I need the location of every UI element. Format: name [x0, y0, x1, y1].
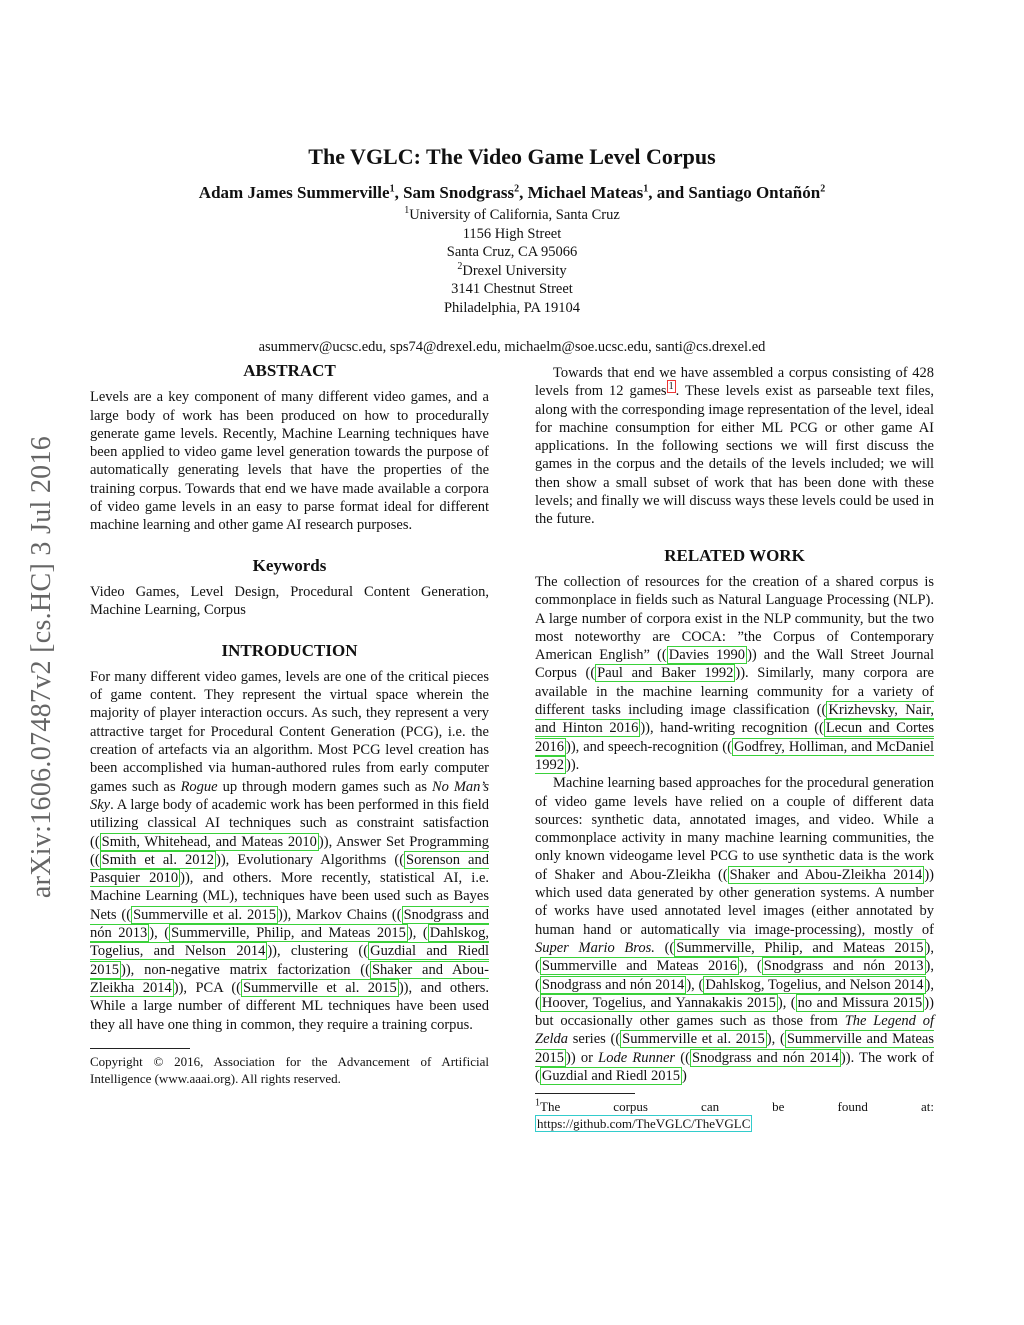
- copyright-notice: Copyright © 2016, Association for the Advancement of Artificial Intelligence (www.aaai.org). All rights reserved.: [90, 1053, 489, 1086]
- citation-link[interactable]: Summerville et al. 2015: [243, 979, 397, 996]
- citation-link[interactable]: Summerville et al. 2015: [133, 906, 276, 923]
- author-emails: asummerv@ucsc.edu, sps74@drexel.edu, michaelm@soe.ucsc.edu, santi@cs.drexel.ed: [258, 339, 766, 355]
- introduction-heading: INTRODUCTION: [221, 640, 358, 660]
- citation-link[interactable]: Smith, Whitehead, and Mateas 2010: [101, 833, 317, 850]
- citation-link[interactable]: Snodgrass and nón 2013: [90, 906, 489, 942]
- citation-link[interactable]: Sorenson and Pasquier 2010: [90, 851, 489, 887]
- citation-link[interactable]: Guzdial and Riedl 2015: [541, 1067, 680, 1084]
- arxiv-identifier: arXiv:1606.07487v2 [cs.HC] 3 Jul 2016: [26, 435, 57, 899]
- keywords-text: Video Games, Level Design, Procedural Content Generation, Machine Learning, Corpus: [90, 583, 489, 619]
- footnote-rule: [535, 1093, 635, 1094]
- citation-link[interactable]: Shaker and Abou-Zleikha 2014: [729, 866, 923, 883]
- footnote-line: $^1$The corpus can be found at:: [535, 1097, 934, 1115]
- citation-link[interactable]: Shaker and Abou-Zleikha 2014: [90, 961, 490, 996]
- affiliation-line: Philadelphia, PA 19104: [443, 299, 580, 316]
- footnote-rule: [90, 1048, 190, 1049]
- citation-link[interactable]: Summerville and Mateas 2015: [535, 1031, 934, 1066]
- abstract-text: Levels are a key component of many different video games, and a large body of work has been produced on how to procedurally generate game levels. Recently, Machine Learning techniques have been applied to video game level generation towards the purpose of automatically generating levels that have the properties of the training corpus. Towards that end we have made available a corpora of video game levels in an easy to parse format ideal for different machine learning and other game AI research purposes.: [90, 389, 489, 534]
- affiliation-line: 3141 Chestnut Street: [451, 281, 573, 297]
- affiliation-line: Santa Cruz, CA 95066: [446, 244, 578, 260]
- left-column: [90, 362, 489, 1087]
- citation-link[interactable]: Dahlskog, Togelius, and Nelson 2014: [705, 976, 924, 993]
- right-column: [535, 364, 934, 1132]
- footnote-1: [535, 1098, 934, 1132]
- related-work-heading: RELATED WORK: [664, 545, 805, 565]
- citation-link[interactable]: Summerville, Philip, and Mateas 2015: [171, 925, 406, 942]
- keywords-heading: Keywords: [252, 555, 327, 575]
- related-work-paragraph-1: The collection of resources for the creation of a shared corpus is commonplace in fields such as Natural Language Processing (NLP). A large number of corpora exist in the NLP community, but the two most noteworthy are COCA: ”the Corpus of Contemporary American English” (( Davies 1990 )) and the Wall Street Journal Corpus (( Paul and Baker 1992 )). Similarly, many corpora are available in the machine learning community for a variety of different tasks including image classification (( Krizhevsky, Nair, and Hinton 2016 )), hand-writing recognition (( Lecun and Cortes 2016 )), and speech-recognition (( Godfrey, Holliman, and McDaniel 1992 )).: [535, 573, 934, 773]
- citation-link[interactable]: Smith et al. 2012: [101, 851, 214, 868]
- citation-link[interactable]: Paul and Baker 1992: [597, 665, 734, 682]
- citation-link[interactable]: Krizhevsky, Nair, and Hinton 2016: [535, 702, 934, 737]
- citation-link[interactable]: Snodgrass and nón 2014: [541, 976, 685, 993]
- author-name: Sam Snodgrass: [403, 183, 515, 202]
- affiliation-drexel: $^2$Drexel University: [457, 260, 567, 279]
- citation-link[interactable]: Summerville and Mateas 2016: [541, 958, 737, 975]
- corpus-url-link[interactable]: https://github.com/TheVGLC/TheVGLC: [537, 1116, 751, 1132]
- paper-title: The VGLC: The Video Game Level Corpus: [308, 144, 716, 169]
- citation-link[interactable]: Godfrey, Holliman, and McDaniel 1992: [535, 738, 934, 773]
- introduction-text: For many different video games, levels are one of the critical pieces of game content. They represent the virtual space wherein the majority of player interaction occurs. As such, they represent a very attractive target for Procedural Content Generation (PCG), i.e. the creation of artefacts via an algorithm. Most PCG level creation has been accomplished via human-authored rules from early computer games such as Rogue up through modern games such as No Man’s Sky. A large body of academic work has been performed in this field utilizing classical AI techniques such as constraint satisfaction (( Smith, Whitehead, and Mateas 2010 )), Answer Set Programming (( Smith et al. 2012 )), Evolutionary Algorithms (( Sorenson and Pasquier 2010 )), and others. More recently, statistical AI, i.e. Machine Learning (ML), techniques have been used such as Bayes Nets (( Summerville et al. 2015 )), Markov Chains (( Snodgrass and nón 2013 ), ( Summerville, Philip, and Mateas 2015 ), ( Dahlskog, Togelius, and Nelson 2014 )), clustering (( Guzdial and Riedl 2015 )), non-negative matrix factorization (( Shaker and Abou-Zleikha 2014 )), PCA (( Summerville et al. 2015 )), and others. While a large number of different ML techniques have been used they all have one thing in common, they require a training corpus.: [90, 668, 490, 1033]
- citation-link[interactable]: Snodgrass and nón 2014: [691, 1049, 839, 1066]
- citation-link[interactable]: Summerville et al. 2015: [622, 1031, 765, 1048]
- citation-link[interactable]: Snodgrass and nón 2013: [763, 958, 924, 975]
- author-name: Michael Mateas: [527, 183, 644, 202]
- citation-link[interactable]: Dahlskog, Togelius, and Nelson 2014: [90, 925, 489, 960]
- citation-link[interactable]: Davies 1990: [668, 647, 746, 664]
- affiliation-ucsc: $^1$University of California, Santa Cruz: [404, 205, 620, 223]
- affiliations: [0, 206, 1024, 317]
- citation-link[interactable]: Guzdial and Riedl 2015: [90, 943, 489, 978]
- citation-link[interactable]: Summerville, Philip, and Mateas 2015: [676, 939, 924, 956]
- footnote-marker[interactable]: 1: [668, 381, 674, 393]
- related-work-paragraph-2: Machine learning based approaches for the procedural generation of video game levels have relied on a couple of different data sources: synthetic data, annotated images, and video. While a commonplace activity in many machine learning communities, the only known videogame level PCG to use synthetic data is the work of Shaker and Abou-Zleikha (( Shaker and Abou-Zleikha 2014 )) which used data generated by other generation systems. A number of works have used annotated level images (either annotated by human hand or automatically via image-processing), mostly of Super Mario Bros. (( Summerville, Philip, and Mateas 2015 ), ( Summerville and Mateas 2016 ), ( Snodgrass and nón 2013 ), ( Snodgrass and nón 2014 ), ( Dahlskog, Togelius, and Nelson 2014 ), ( Hoover, Togelius, and Yannakakis 2015 ), ( no and Missura 2015 )) but occasionally other games such as those from The Legend of Zelda series (( Summerville et al. 2015 ), ( Summerville and Mateas 2015 )) or Lode Runner (( Snodgrass and nón 2014 )). The work of ( Guzdial and Riedl 2015 ): [535, 775, 934, 1084]
- author-list: Adam James Summerville$^1$, Sam Snodgrass$^2$, Michael Mateas$^1$, and Santiago Ontañón$^2$: [198, 183, 826, 202]
- citation-link[interactable]: Lecun and Cortes 2016: [535, 720, 934, 755]
- citation-link[interactable]: Hoover, Togelius, and Yannakakis 2015: [541, 994, 776, 1011]
- author-name: Adam James Summerville: [198, 183, 390, 202]
- abstract-heading: ABSTRACT: [243, 361, 336, 380]
- author-name: Santiago Ontañón: [688, 183, 821, 202]
- arxiv-sidebar: [12, 372, 72, 962]
- intro-continuation: Towards that end we have assembled a corpus consisting of 428 levels from 12 games $^1$ . These levels exist as parseable text files, along with the corresponding image representation of the level, ideal for machine consumption for either ML PCG or other game AI applications. In the following sections we will first discuss the games in the corpus and the details of the levels included; we will then show a small subset of work that has been done with these levels; and finally we will discuss ways these levels could be used in the future.: [535, 365, 934, 528]
- affiliation-line: 1156 High Street: [462, 225, 562, 242]
- citation-link[interactable]: no and Missura 2015: [797, 994, 923, 1011]
